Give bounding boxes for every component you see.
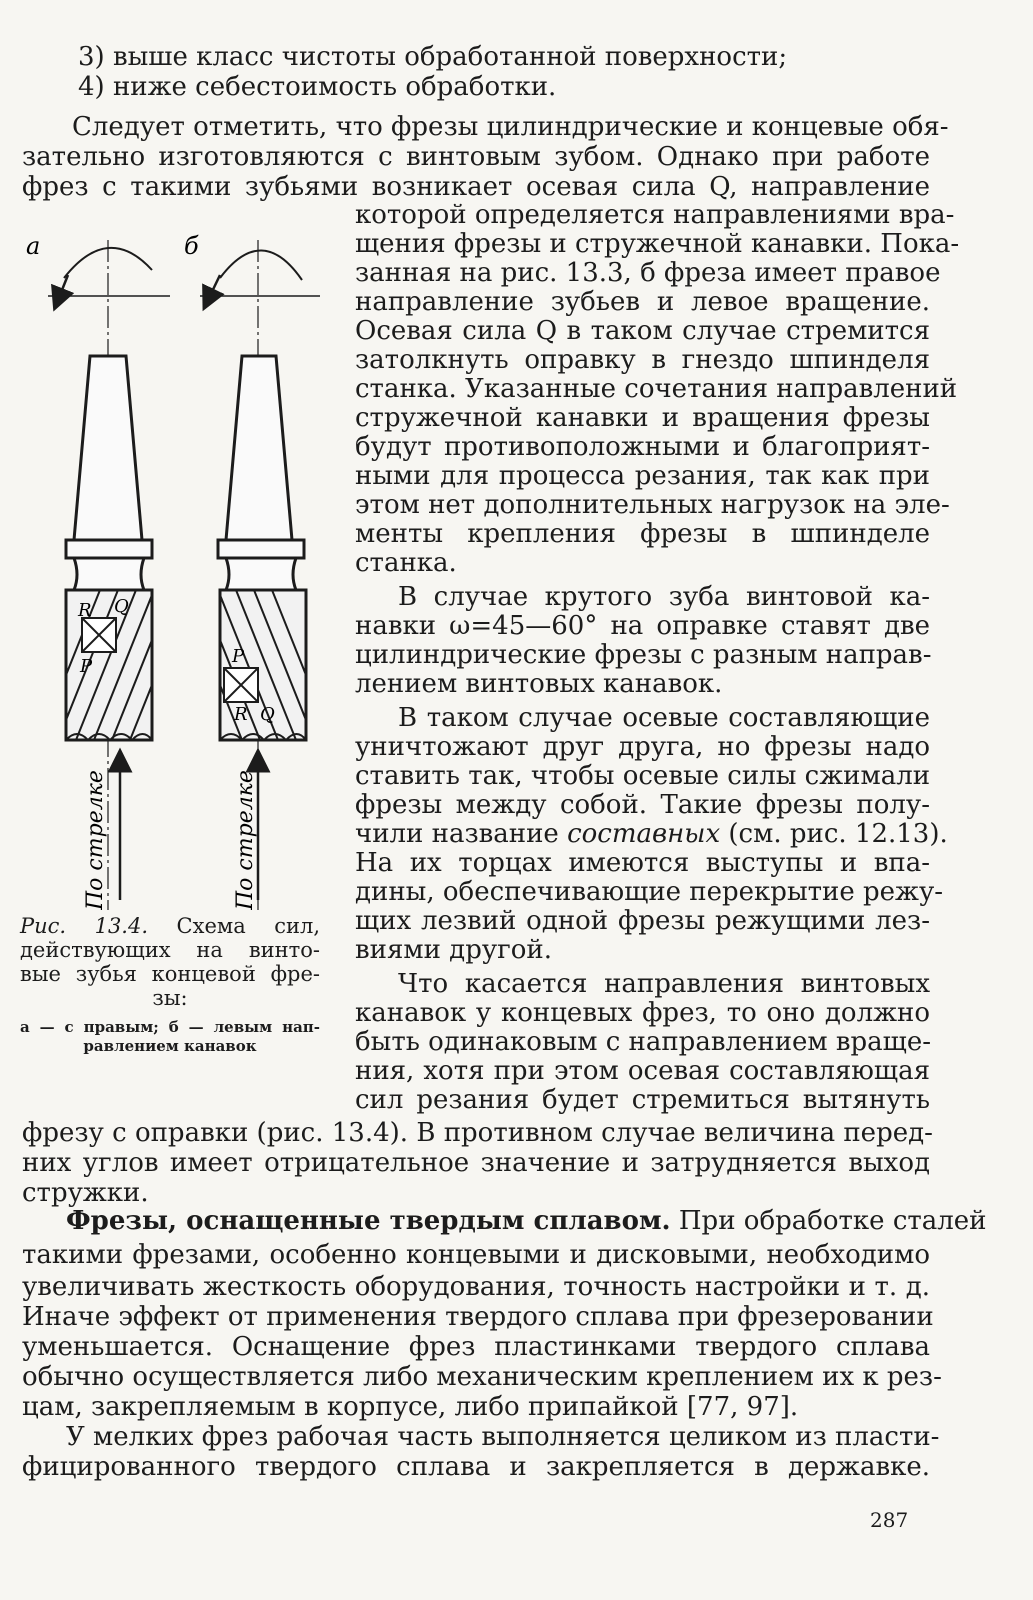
rotation-arc-b xyxy=(220,250,302,280)
paragraph-line: менты крепления фрезы в шпинделе xyxy=(355,519,930,549)
paragraph-line: сил резания будет стремиться вытянуть xyxy=(355,1085,930,1115)
paragraph-line: стружки. xyxy=(22,1178,149,1208)
page-number: 287 xyxy=(870,1508,909,1532)
paragraph-line: дины, обеспечивающие перекрытие режу- xyxy=(355,877,944,907)
italic-term: составных xyxy=(567,819,721,849)
paragraph-line xyxy=(355,819,948,849)
taper-shank-a xyxy=(74,356,142,540)
force-label-p-a: P xyxy=(80,656,93,677)
paragraph-line: фицированного твердого сплава и закрепляется в державке. xyxy=(22,1452,930,1482)
paragraph-line: виями другой. xyxy=(355,935,553,965)
paragraph-line: щих лезвий одной фрезы режущими лез- xyxy=(355,906,930,936)
paragraph-line: направление зубьев и левое вращение. xyxy=(355,287,930,317)
paragraph-line: уничтожают друг друга, но фрезы надо xyxy=(355,732,930,762)
paragraph-line: уменьшается. Оснащение фрез пластинками твердого сплава xyxy=(22,1332,930,1362)
collar-b xyxy=(218,540,304,558)
paragraph-line: Осевая сила Q в таком случае стремится xyxy=(355,316,930,346)
paragraph-line: зательно изготовляются с винтовым зубом. Однако при работе xyxy=(22,142,930,172)
paragraph-line: них углов имеет отрицательное значение и затрудняется выход xyxy=(22,1148,930,1178)
paragraph-line: Иначе эффект от применения твердого сплава при фрезеровании xyxy=(22,1302,934,1332)
force-label-p-b: P xyxy=(232,646,245,667)
paragraph-line: такими фрезами, особенно концевыми и дисковыми, необходимо xyxy=(22,1240,930,1270)
paragraph-line: увеличивать жесткость оборудования, точность настройки и т. д. xyxy=(22,1272,930,1302)
figure-13-4 xyxy=(20,220,320,910)
cutter-b xyxy=(182,232,320,910)
paragraph-line: На их торцах имеются выступы и впа- xyxy=(355,848,930,878)
paragraph-line: ными для процесса резания, так как при xyxy=(355,461,930,491)
text-run: При обработке сталей xyxy=(670,1206,987,1236)
paragraph-line: В случае крутого зуба винтовой ка- xyxy=(398,582,930,612)
paragraph-line: фрезы между собой. Такие фрезы полу- xyxy=(355,790,930,820)
paragraph-line: затолкнуть оправку в гнездо шпинделя xyxy=(355,345,930,375)
paragraph-line: занная на рис. 13.3, б фреза имеет правое xyxy=(355,258,941,288)
text-run: Схема сил, xyxy=(148,914,320,938)
end-mill-diagram xyxy=(20,220,320,910)
figure-caption-line: действующих на винто- xyxy=(20,938,320,962)
figure-legend-line: а — с правым; б — левым нап- xyxy=(20,1018,320,1036)
neck-a xyxy=(74,558,144,590)
paragraph-line: канавок у концевых фрез, то оно должно xyxy=(355,998,930,1028)
paragraph-line: которой определяется направлениями вра- xyxy=(355,200,955,230)
paragraph-line: фрез с такими зубьями возникает осевая сила Q, направление xyxy=(22,172,930,202)
arrow-caption-a: По стрелке xyxy=(83,770,108,910)
taper-shank-b xyxy=(226,356,292,540)
paragraph-line: В таком случае осевые составляющие xyxy=(398,703,930,733)
list-item-3: 3) выше класс чистоты обработанной поверхности; xyxy=(78,42,788,72)
force-label-q-b: Q xyxy=(260,704,275,725)
paragraph-line: ставить так, чтобы осевые силы сжимали xyxy=(355,761,931,791)
paragraph-line: обычно осуществляется либо механическим креплением их к рез- xyxy=(22,1362,942,1392)
list-item-4: 4) ниже себестоимость обработки. xyxy=(78,72,557,102)
paragraph-line: будут противоположными и благоприят- xyxy=(355,432,930,462)
paragraph-line: щения фрезы и стружечной канавки. Пока- xyxy=(355,229,960,259)
text-run: (см. рис. 12.13). xyxy=(720,819,948,849)
paragraph-line: стружечной канавки и вращения фрезы xyxy=(355,403,930,433)
paragraph-line: цилиндрические фрезы с разным направ- xyxy=(355,640,932,670)
figure-legend-line: равлением канавок xyxy=(83,1037,257,1055)
paragraph-line: фрезу с оправки (рис. 13.4). В противном случае величина перед- xyxy=(22,1118,933,1148)
label-b: б xyxy=(184,232,199,260)
neck-b xyxy=(226,558,296,590)
figure-caption-line: вые зубья концевой фре- xyxy=(20,962,320,986)
caption-label: Рис. 13.4. xyxy=(20,914,149,938)
arrow-caption-b: По стрелке xyxy=(233,770,258,910)
paragraph-line: быть одинаковым с направлением враще- xyxy=(355,1027,932,1057)
section-heading: Фрезы, оснащенные твердым сплавом. xyxy=(66,1206,671,1236)
paragraph-line: станка. xyxy=(355,548,457,578)
collar-a xyxy=(66,540,152,558)
figure-caption-line xyxy=(20,914,320,938)
paragraph-line: У мелких фрез рабочая часть выполняется целиком из пласти- xyxy=(66,1422,940,1452)
paragraph-line: навки ω=45—60° на оправке ставят две xyxy=(355,611,930,641)
label-a: а xyxy=(26,232,41,260)
cutter-a xyxy=(26,232,190,910)
paragraph-line: лением винтовых канавок. xyxy=(355,669,723,699)
paragraph-line: этом нет дополнительных нагрузок на эле- xyxy=(355,490,950,520)
paragraph-line: цам, закрепляемым в корпусе, либо припайкой [77, 97]. xyxy=(22,1392,799,1422)
force-label-r-b: R xyxy=(234,704,248,725)
paragraph-line: станка. Указанные сочетания направлений xyxy=(355,374,958,404)
paragraph-line: Что касается направления винтовых xyxy=(398,969,930,999)
text-run: чили название xyxy=(355,819,568,849)
paragraph-line: Следует отметить, что фрезы цилиндрические и концевые обя- xyxy=(72,112,949,142)
figure-caption-line: зы: xyxy=(152,986,188,1010)
force-label-q-a: Q xyxy=(114,596,129,617)
paragraph-line xyxy=(66,1206,987,1236)
force-label-r-a: R xyxy=(78,600,92,621)
paragraph-line: ния, хотя при этом осевая составляющая xyxy=(355,1056,930,1086)
